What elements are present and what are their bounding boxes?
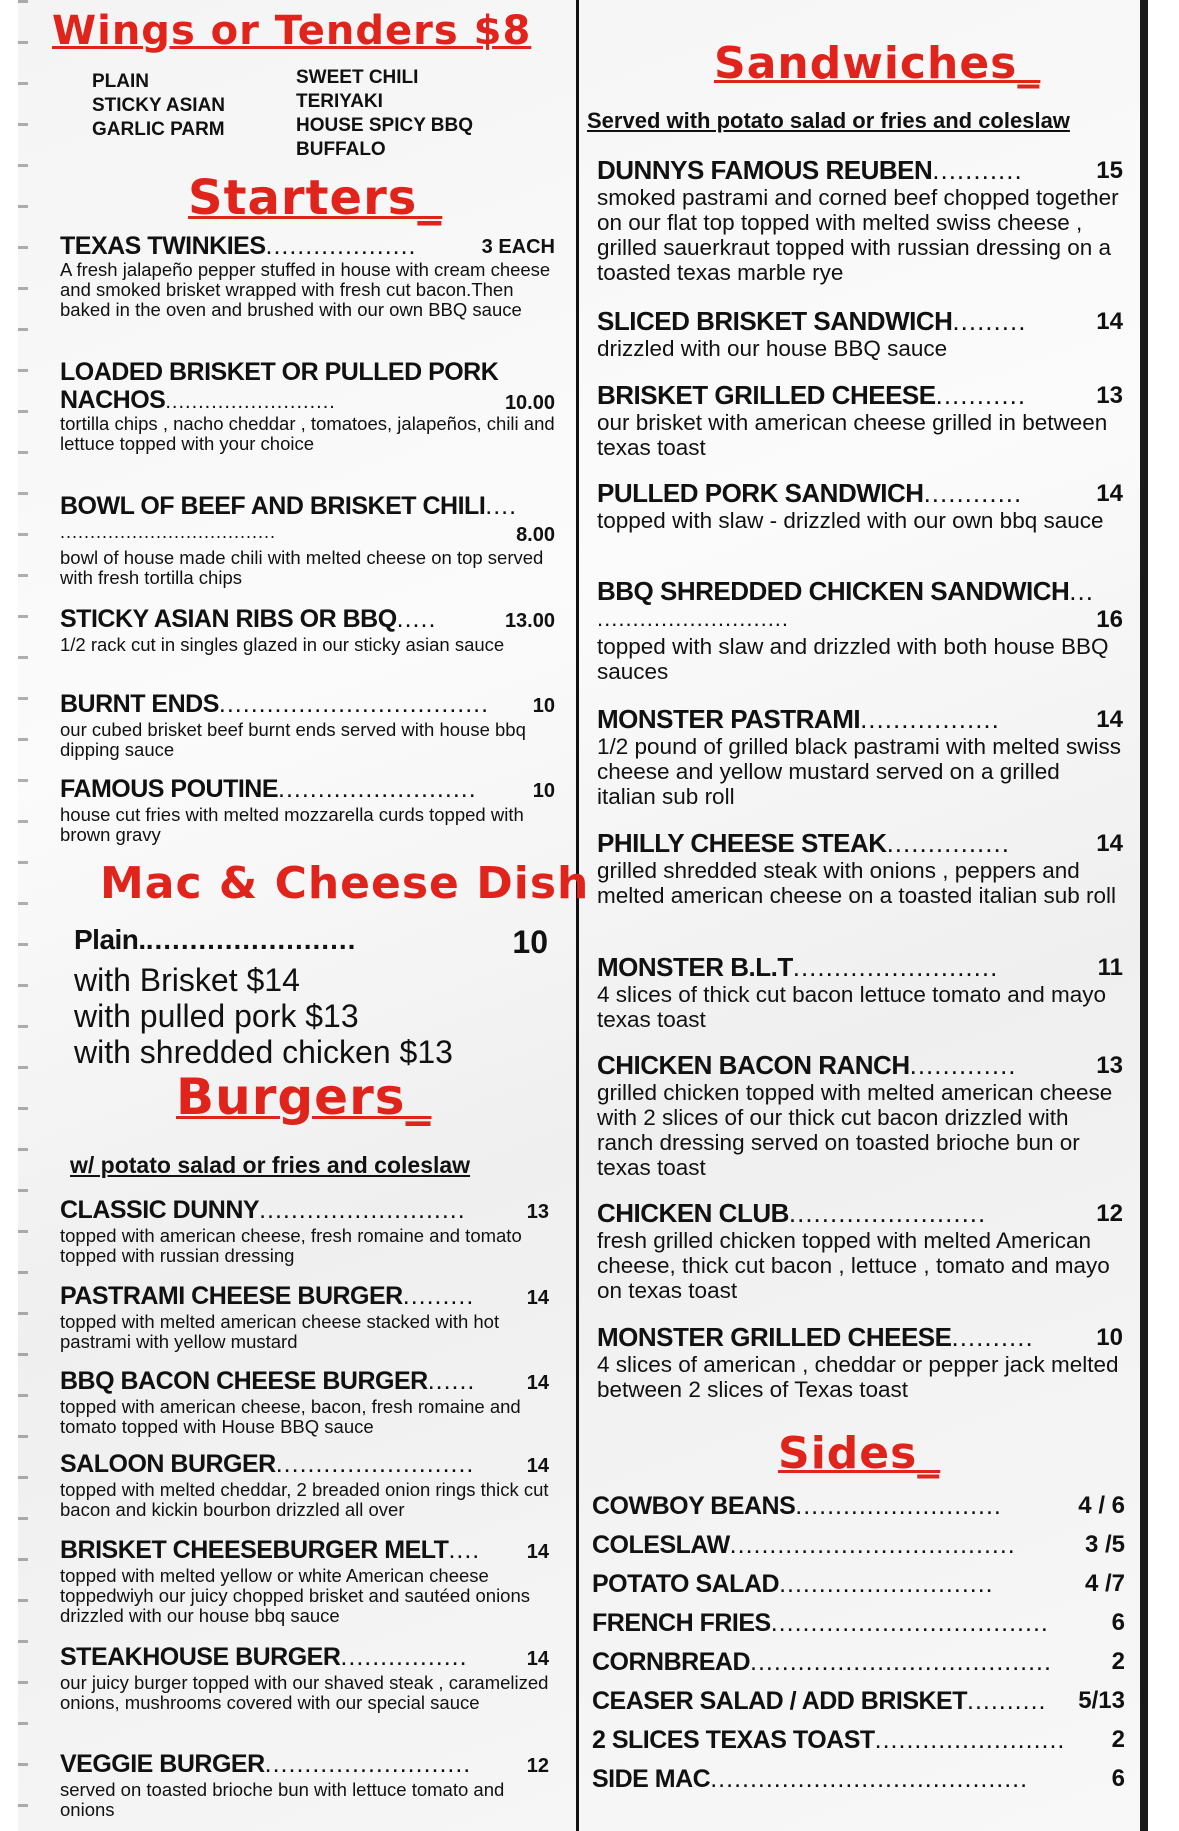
side-item [592, 1765, 1125, 1804]
item-dots: ............... [886, 828, 1010, 858]
item-price: 14 [526, 1648, 549, 1670]
right-border [1140, 0, 1148, 1831]
item-description: our juicy burger topped with our shaved steak , caramelized onions, mushrooms covered with our special sauce [60, 1672, 549, 1713]
flavor-item: PLAIN [92, 71, 149, 92]
item-dots: ... [1069, 576, 1094, 606]
item-name: LOADED BRISKET OR PULLED PORK [60, 358, 499, 386]
left-grunge-edge [18, 0, 28, 1831]
item-name: PULLED PORK SANDWICH [597, 478, 924, 508]
item-dots: ........................... [597, 606, 790, 631]
menu-item [60, 1536, 555, 1626]
side-dots: ........................ [874, 1726, 1066, 1754]
menu-item [597, 1322, 1123, 1402]
side-price: 4 / 6 [1078, 1492, 1125, 1519]
item-description: A fresh jalapeño pepper stuffed in house with cream cheese and smoked brisket wrapped with fresh cut bacon.Then baked in the oven and brushed with our own BBQ sauce [60, 259, 551, 320]
side-name: CORNBREAD [592, 1648, 750, 1676]
item-price: 12 [1096, 1200, 1123, 1227]
menu-item [597, 155, 1123, 285]
item-price: 3 EACH [481, 236, 555, 258]
wings-title: Wings or Tenders $8 [52, 8, 532, 54]
mac-price: 10 [512, 924, 548, 960]
starters-title: Starters_ [188, 170, 443, 226]
item-price: 10 [532, 780, 555, 802]
item-price: 10 [1096, 1324, 1123, 1351]
menu-item [60, 690, 555, 760]
item-description: topped with melted cheddar, 2 breaded onion rings thick cut bacon and kickin bourbon drizzled all over [60, 1479, 549, 1520]
item-price: 15 [1096, 157, 1123, 184]
burgers-subtitle: w/ potato salad or fries and coleslaw [70, 1152, 471, 1178]
sandwiches-title: Sandwiches_ [714, 38, 1041, 89]
mac-dots: ........................ [145, 924, 357, 955]
menu-item [60, 492, 555, 588]
side-dots: .................................... [729, 1531, 1016, 1559]
item-price: 14 [526, 1455, 549, 1477]
item-dots: ............. [909, 1050, 1017, 1080]
side-price: 2 [1111, 1726, 1125, 1753]
item-price: 14 [1096, 480, 1123, 507]
menu-item [60, 1450, 555, 1520]
item-name: MONSTER B.L.T [597, 952, 793, 982]
item-description: topped with american cheese, bacon, fresh romaine and tomato topped with House BBQ sauce [60, 1396, 521, 1437]
flavor-item: HOUSE SPICY BBQ [296, 115, 474, 136]
item-dots: ................... [265, 232, 417, 260]
side-item [592, 1648, 1125, 1687]
item-name: BURNT ENDS [60, 690, 219, 718]
menu-item [60, 1643, 555, 1713]
item-dots: ........... [935, 380, 1027, 410]
item-dots: .... [485, 492, 518, 520]
side-item [592, 1531, 1125, 1570]
item-description: 4 slices of american , cheddar or pepper jack melted between 2 slices of Texas toast [597, 1352, 1119, 1402]
menu-item [597, 478, 1123, 533]
item-dots: .......... [951, 1322, 1034, 1352]
item-description: smoked pastrami and corned beef chopped together on our flat top topped with melted swiss cheese , grilled sauerkraut topped with russian dressing on a toasted texas marble rye [597, 185, 1119, 285]
side-name: COWBOY BEANS [592, 1492, 796, 1520]
wings-flavors-right [296, 66, 473, 162]
menu-item [597, 576, 1123, 684]
item-name: PASTRAMI CHEESE BURGER [60, 1282, 403, 1310]
item-name: TEXAS TWINKIES [60, 232, 266, 260]
item-name: VEGGIE BURGER [60, 1750, 265, 1778]
side-item [592, 1726, 1125, 1765]
side-price: 5/13 [1078, 1687, 1125, 1714]
side-name: COLESLAW [592, 1531, 730, 1559]
side-item [592, 1609, 1125, 1648]
item-name-line2: NACHOS [60, 386, 166, 414]
item-dots: ......... [952, 306, 1027, 336]
menu-item [597, 828, 1123, 908]
item-description: fresh grilled chicken topped with melted American cheese, thick cut bacon , lettuce , tomato and mayo on texas toast [597, 1228, 1110, 1303]
flavor-item: SWEET CHILI [296, 67, 419, 88]
side-dots: ........................................ [710, 1765, 1029, 1793]
item-price: 13.00 [504, 610, 555, 632]
item-name: STICKY ASIAN RIBS OR BBQ [60, 605, 397, 633]
item-name: BOWL OF BEEF AND BRISKET CHILI [60, 492, 486, 520]
item-description: our brisket with american cheese grilled in between texas toast [597, 410, 1108, 460]
item-price: 13 [526, 1201, 549, 1223]
item-dots: ......................... [792, 952, 999, 982]
menu-item [597, 704, 1123, 809]
item-price: 10.00 [504, 392, 555, 414]
item-dots: ........................ [788, 1198, 987, 1228]
menu-item [60, 1750, 555, 1820]
item-price: 14 [526, 1287, 549, 1309]
item-description: 1/2 pound of grilled black pastrami with melted swiss cheese and yellow mustard served on a grilled italian sub roll [597, 734, 1121, 809]
item-description: topped with slaw and drizzled with both house BBQ sauces [597, 634, 1109, 684]
item-name: CLASSIC DUNNY [60, 1196, 260, 1224]
side-name: POTATO SALAD [592, 1570, 780, 1598]
flavor-item: BUFFALO [296, 139, 386, 160]
menu-item [60, 1367, 555, 1437]
item-name: DUNNYS FAMOUS REUBEN [597, 155, 933, 185]
item-description: topped with melted american cheese stacked with hot pastrami with yellow mustard [60, 1311, 500, 1352]
item-description: topped with american cheese, fresh romaine and tomato topped with russian dressing [60, 1225, 522, 1266]
sandwiches-subtitle: Served with potato salad or fries and coleslaw [587, 108, 1070, 133]
item-dots: ......................... [278, 775, 477, 803]
item-price: 16 [1096, 606, 1123, 633]
item-description: 4 slices of thick cut bacon lettuce tomato and mayo texas toast [597, 982, 1107, 1032]
item-description: topped with slaw - drizzled with our own bbq sauce [597, 508, 1104, 533]
item-name: BBQ SHREDDED CHICKEN SANDWICH [597, 576, 1070, 606]
side-item [592, 1570, 1125, 1609]
side-dots: ................................... [770, 1609, 1049, 1637]
item-description: grilled chicken topped with melted american cheese with 2 slices of our thick cut bacon drizzled with ranch dressing served on toasted brioche bun or texas toast [597, 1080, 1113, 1180]
side-name: FRENCH FRIES [592, 1609, 771, 1637]
wings-flavors-left [92, 70, 225, 142]
item-dots: .................................... [60, 522, 277, 542]
menu-item [60, 1196, 555, 1266]
item-price: 13 [1096, 382, 1123, 409]
menu-item [60, 358, 555, 454]
item-name: SLICED BRISKET SANDWICH [597, 306, 953, 336]
item-name: CHICKEN CLUB [597, 1198, 789, 1228]
menu-item [60, 1282, 555, 1352]
mac-option: with pulled pork $13 [74, 998, 359, 1034]
item-description: our cubed brisket beef burnt ends served with house bbq dipping sauce [60, 719, 526, 760]
item-dots: ................. [860, 704, 1000, 734]
item-dots: ......................... [275, 1450, 475, 1478]
item-name: FAMOUS POUTINE [60, 775, 279, 803]
item-name: STEAKHOUSE BURGER [60, 1643, 341, 1671]
menu-item [597, 306, 1123, 361]
side-price: 3 /5 [1084, 1531, 1125, 1558]
side-item [592, 1687, 1125, 1726]
item-description: served on toasted brioche bun with lettuce tomato and onions [60, 1779, 505, 1820]
item-dots: ......... [402, 1282, 475, 1310]
item-dots: ..... [396, 605, 437, 633]
item-dots: ...... [427, 1367, 476, 1395]
item-description: 1/2 rack cut in singles glazed in our sticky asian sauce [60, 634, 505, 655]
item-price: 14 [1096, 830, 1123, 857]
item-price: 14 [526, 1372, 549, 1394]
item-dots: .... [448, 1536, 481, 1564]
item-description: drizzled with our house BBQ sauce [597, 336, 948, 361]
mac-option: with shredded chicken $13 [74, 1034, 453, 1070]
item-name: BRISKET CHEESEBURGER MELT [60, 1536, 449, 1564]
mac-plain-label: Plain. [74, 924, 146, 955]
sides-list [592, 1492, 1125, 1804]
mac-title: Mac & Cheese Dish [100, 858, 590, 909]
menu-item [60, 605, 555, 655]
item-price: 14 [1096, 706, 1123, 733]
item-description: bowl of house made chili with melted cheese on top served with fresh tortilla chips [60, 547, 544, 588]
item-name: PHILLY CHEESE STEAK [597, 828, 887, 858]
item-dots: ................ [340, 1643, 468, 1671]
menu-item [597, 952, 1123, 1032]
item-dots: .......................... [259, 1196, 466, 1224]
item-name: BRISKET GRILLED CHEESE [597, 380, 936, 410]
item-description: tortilla chips , nacho cheddar , tomatoes, jalapeños, chili and lettuce topped with your choice [60, 413, 555, 454]
side-price: 2 [1111, 1648, 1125, 1675]
item-price: 14 [1096, 308, 1123, 335]
side-item [592, 1492, 1125, 1531]
sides-title: Sides_ [778, 1428, 941, 1479]
menu-item [60, 775, 555, 845]
side-price: 6 [1111, 1765, 1125, 1792]
flavor-item: STICKY ASIAN [92, 95, 226, 116]
column-divider [576, 0, 579, 1831]
item-description: topped with melted yellow or white American cheese toppedwiyh our juicy chopped brisket and sautéed onions drizzled with our house bbq sauce [60, 1565, 531, 1626]
item-name: BBQ BACON CHEESE BURGER [60, 1367, 428, 1395]
item-name: SALOON BURGER [60, 1450, 276, 1478]
side-dots: .......................... [795, 1492, 1002, 1520]
mac-section [74, 924, 552, 1070]
flavor-item: TERIYAKI [296, 91, 383, 112]
item-price: 13 [1096, 1052, 1123, 1079]
item-name: MONSTER GRILLED CHEESE [597, 1322, 952, 1352]
burgers-title: Burgers_ [176, 1068, 432, 1126]
side-name: 2 SLICES TEXAS TOAST [592, 1726, 875, 1754]
item-dots: ........... [932, 155, 1023, 185]
item-dots: ............ [923, 478, 1023, 508]
item-description: house cut fries with melted mozzarella curds topped with brown gravy [60, 804, 524, 845]
item-price: 11 [1097, 954, 1123, 981]
side-price: 6 [1111, 1609, 1125, 1636]
item-price: 14 [526, 1541, 549, 1563]
item-dots: .................................. [218, 690, 490, 718]
side-name: SIDE MAC [592, 1765, 711, 1793]
item-description: grilled shredded steak with onions , peppers and melted american cheese on a toasted italian sub roll [597, 858, 1117, 908]
side-dots: ...................................... [750, 1648, 1052, 1676]
side-name: CEASER SALAD / ADD BRISKET [592, 1687, 967, 1715]
item-name: MONSTER PASTRAMI [597, 704, 861, 734]
item-dots: .......................... [264, 1750, 472, 1778]
menu-item [597, 380, 1123, 460]
menu-item [60, 232, 555, 320]
side-dots: ........................... [779, 1570, 994, 1598]
item-price: 8.00 [516, 524, 555, 546]
item-price: 12 [526, 1755, 549, 1777]
side-price: 4 /7 [1084, 1570, 1125, 1597]
menu-item [597, 1050, 1123, 1180]
item-price: 10 [532, 695, 555, 717]
menu-item [597, 1198, 1123, 1303]
flavor-item: GARLIC PARM [92, 119, 225, 140]
item-name: CHICKEN BACON RANCH [597, 1050, 910, 1080]
mac-option: with Brisket $14 [74, 962, 300, 998]
item-dots: .......................... [165, 391, 336, 413]
side-dots: .......... [967, 1687, 1047, 1715]
